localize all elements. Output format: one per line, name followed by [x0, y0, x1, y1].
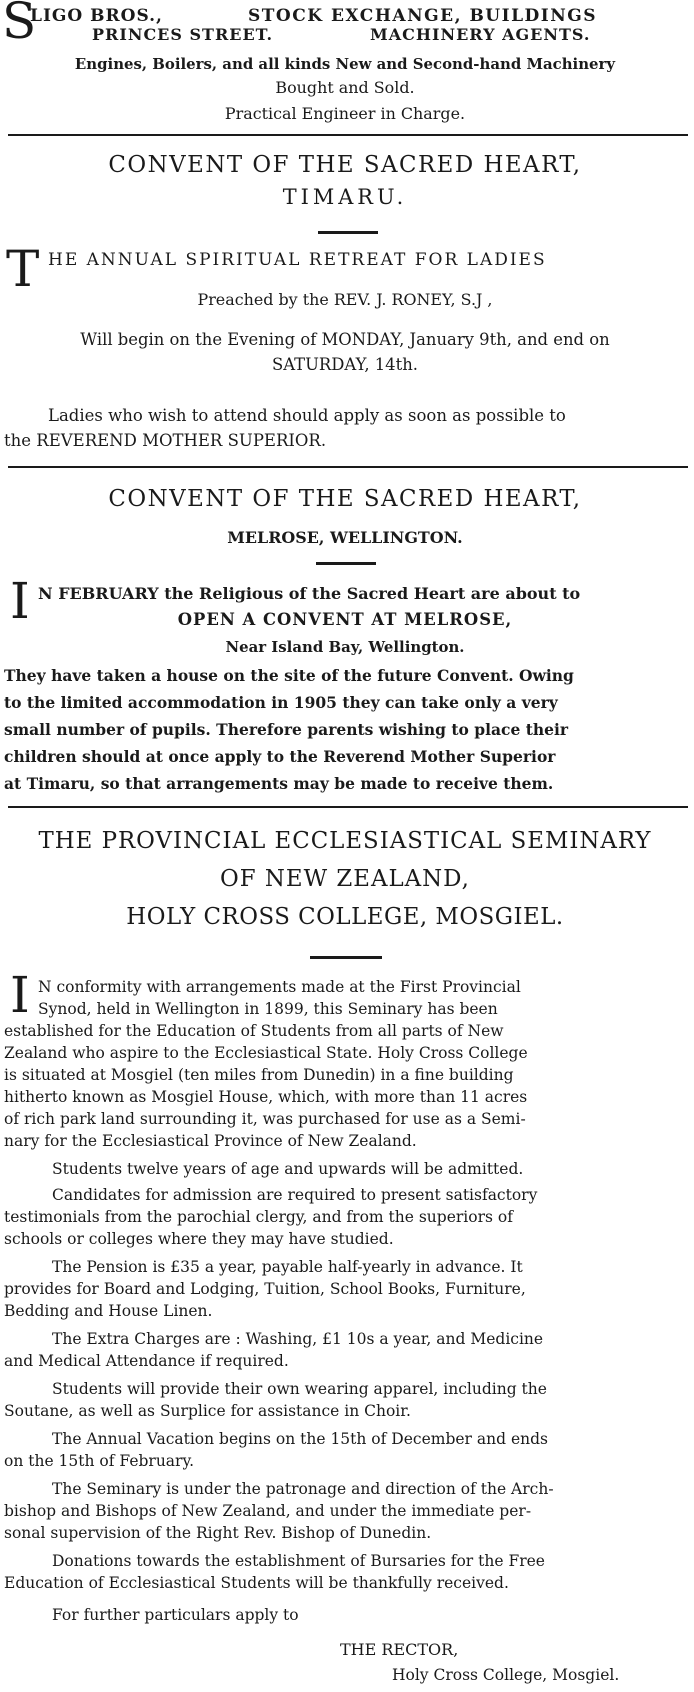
para1-line-6: hitherto known as Mosgiel House, which, with more than 11 acres: [4, 1088, 528, 1106]
short-rule: [310, 956, 382, 959]
seminary-title-1: THE PROVINCIAL ECCLESIASTICAL SEMINARY: [38, 828, 652, 854]
para3-line-1: Candidates for admission are required to present satisfactory: [52, 1186, 538, 1204]
para1-line-8: nary for the Ecclesiastical Province of New Zealand.: [4, 1132, 417, 1150]
column-rule: [8, 806, 688, 808]
para9-line-1: Donations towards the establishment of Bursaries for the Free: [52, 1552, 545, 1570]
para8-line-3: sonal supervision of the Right Rev. Bishop of Dunedin.: [4, 1524, 432, 1542]
melrose-line-5: to the limited accommodation in 1905 they can take only a very: [4, 693, 558, 712]
para3-line-3: schools or colleges where they may have studied.: [4, 1230, 394, 1248]
para1-line-1: N conformity with arrangements made at the First Provincial: [38, 978, 521, 996]
column-rule: [8, 134, 688, 136]
para5-line-1: The Extra Charges are : Washing, £1 10s a year, and Medicine: [52, 1330, 544, 1348]
drop-cap-s: S: [2, 0, 37, 50]
para2-line-1: Students twelve years of age and upwards will be admitted.: [52, 1160, 524, 1178]
para4-line-1: The Pension is £35 a year, payable half-yearly in advance. It: [52, 1258, 523, 1276]
column-rule: [8, 466, 688, 468]
para8-line-2: bishop and Bishops of New Zealand, and under the immediate per-: [4, 1502, 532, 1520]
sligo-bought-sold: Bought and Sold.: [275, 78, 415, 97]
para5-line-2: and Medical Attendance if required.: [4, 1352, 289, 1370]
melrose-line-8: at Timaru, so that arrangements may be made to receive them.: [4, 774, 554, 793]
melrose-line-3: Near Island Bay, Wellington.: [225, 638, 465, 656]
sligo-machinery: Engines, Boilers, and all kinds New and Second-hand Machinery: [74, 55, 616, 73]
para1-line-2: Synod, held in Wellington in 1899, this Seminary has been: [38, 1000, 498, 1018]
para7-line-2: on the 15th of February.: [4, 1452, 195, 1470]
apply-line-1: Ladies who wish to attend should apply as soon as possible to: [48, 406, 566, 425]
para6-line-1: Students will provide their own wearing apparel, including the: [52, 1380, 547, 1398]
timaru-title: CONVENT OF THE SACRED HEART,: [108, 152, 582, 178]
melrose-line-1: N FEBRUARY the Religious of the Sacred Heart are about to: [38, 584, 581, 603]
seminary-title-2: OF NEW ZEALAND,: [220, 866, 470, 892]
drop-cap-t: T: [6, 240, 40, 298]
apply-line-2: the REVEREND MOTHER SUPERIOR.: [4, 431, 327, 450]
para1-line-7: of rich park land surrounding it, was purchased for use as a Semi-: [4, 1110, 526, 1128]
sligo-agents: MACHINERY AGENTS.: [370, 25, 591, 44]
para3-line-2: testimonials from the parochial clergy, and from the superiors of: [4, 1208, 513, 1226]
para7-line-1: The Annual Vacation begins on the 15th of December and ends: [52, 1430, 548, 1448]
retreat-headline: HE ANNUAL SPIRITUAL RETREAT FOR LADIES: [48, 250, 547, 270]
timaru-subtitle: TIMARU.: [282, 185, 408, 209]
melrose-line-4: They have taken a house on the site of the future Convent. Owing: [4, 666, 574, 685]
short-rule: [316, 562, 376, 565]
preacher-line: Preached by the REV. J. RONEY, S.J ,: [197, 290, 493, 309]
further-particulars: For further particulars apply to: [52, 1606, 299, 1624]
melrose-line-2: OPEN A CONVENT AT MELROSE,: [177, 610, 513, 629]
sligo-street: PRINCES STREET.: [92, 25, 274, 44]
seminary-title-3: HOLY CROSS COLLEGE, MOSGIEL.: [126, 904, 564, 930]
para8-line-1: The Seminary is under the patronage and direction of the Arch-: [52, 1480, 554, 1498]
sligo-address: STOCK EXCHANGE, BUILDINGS: [248, 6, 598, 26]
begin-line-1: Will begin on the Evening of MONDAY, January 9th, and end on: [80, 330, 610, 349]
para1-line-5: is situated at Mosgiel (ten miles from Dunedin) in a fine building: [4, 1066, 514, 1084]
signature-college: Holy Cross College, Mosgiel.: [392, 1666, 620, 1684]
para4-line-2: provides for Board and Lodging, Tuition, School Books, Furniture,: [4, 1280, 526, 1298]
sligo-engineer: Practical Engineer in Charge.: [224, 104, 466, 123]
para1-line-4: Zealand who aspire to the Ecclesiastical State. Holy Cross College: [4, 1044, 528, 1062]
drop-cap-i: I: [10, 572, 30, 630]
short-rule: [318, 231, 378, 234]
signature-rector: THE RECTOR,: [340, 1640, 459, 1659]
melrose-subtitle: MELROSE, WELLINGTON.: [227, 528, 463, 547]
sligo-heading: LIGO BROS.,: [30, 6, 163, 26]
para4-line-3: Bedding and House Linen.: [4, 1302, 213, 1320]
begin-line-2: SATURDAY, 14th.: [271, 355, 418, 374]
para9-line-2: Education of Ecclesiastical Students will be thankfully received.: [4, 1574, 509, 1592]
drop-cap-i: I: [10, 966, 30, 1024]
melrose-line-6: small number of pupils. Therefore parents wishing to place their: [4, 720, 569, 739]
para1-line-3: established for the Education of Students from all parts of New: [4, 1022, 504, 1040]
para6-line-2: Soutane, as well as Surplice for assistance in Choir.: [4, 1402, 411, 1420]
melrose-title: CONVENT OF THE SACRED HEART,: [108, 486, 582, 512]
melrose-line-7: children should at once apply to the Reverend Mother Superior: [4, 747, 556, 766]
